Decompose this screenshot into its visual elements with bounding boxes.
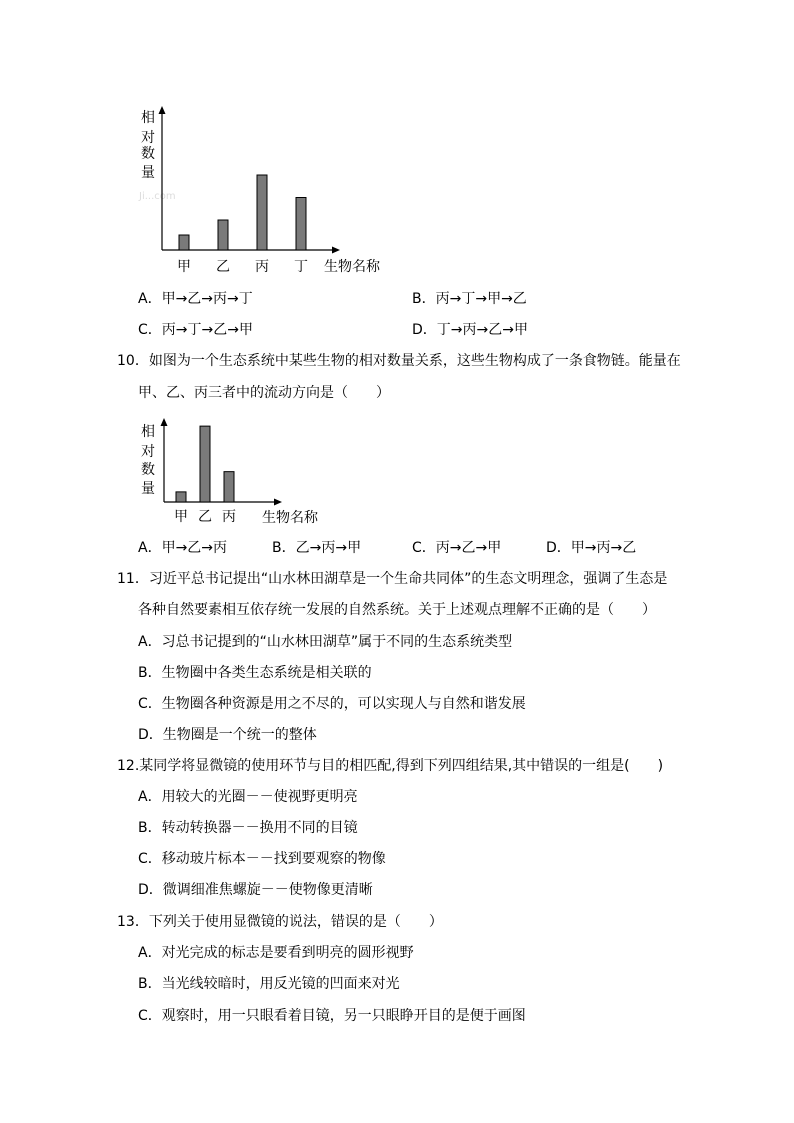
chart1-x-axis-label: 生物名称: [324, 259, 380, 275]
question-11-option-b[interactable]: B．生物圈中各类生态系统是相关联的: [138, 665, 372, 681]
question-12-stem: 12.某同学将显微镜的使用环节与目的相匹配,得到下列四组结果,其中错误的一组是( ): [117, 758, 664, 774]
bar-chart-2: [130, 410, 340, 530]
question-12-option-c[interactable]: C．移动玻片标本－－找到要观察的物像: [138, 851, 386, 867]
question-13-option-b[interactable]: B．当光线较暗时，用反光镜的凹面来对光: [138, 976, 400, 992]
question-11-stem-cont: 各种自然要素相互依存统一发展的自然系统。关于上述观点理解不正确的是（ ）: [138, 602, 656, 618]
chart1-ylabel-char: 量: [141, 165, 155, 181]
chart1-bar-4: [296, 198, 306, 251]
question-11-option-a[interactable]: A．习总书记提到的“山水林田湖草”属于不同的生态系统类型: [138, 634, 513, 650]
chart2-ylabel-char: 数: [141, 462, 155, 478]
chart1-tick-label-2: 乙: [216, 259, 230, 275]
question-12-option-a[interactable]: A．用较大的光圈－－使视野更明亮: [138, 789, 358, 805]
question-11-option-c[interactable]: C．生物圈各种资源是用之不尽的，可以实现人与自然和谐发展: [138, 696, 526, 712]
chart2-bar-3: [224, 472, 234, 502]
chart2-bar-1: [176, 492, 186, 502]
option-a[interactable]: A．甲→乙→丙→丁: [138, 291, 253, 307]
question-13-option-a[interactable]: A．对光完成的标志是要看到明亮的圆形视野: [138, 945, 414, 961]
chart2-tick-label-3: 丙: [222, 509, 236, 525]
question-11-stem: 11．习近平总书记提出“山水林田湖草是一个生命共同体”的生态文明理念，强调了生态是: [117, 571, 668, 587]
chart1-tick-label-4: 丁: [294, 259, 308, 275]
chart1-ylabel-char: 对: [141, 130, 155, 146]
question-13-stem: 13．下列关于使用显微镜的说法，错误的是（ ）: [117, 914, 443, 930]
chart1-bar-1: [179, 235, 189, 250]
question-11-option-d[interactable]: D．生物圈是一个统一的整体: [138, 727, 317, 743]
chart2-bar-2: [200, 426, 210, 502]
chart1-ylabel-char: 数: [141, 146, 155, 162]
chart2-ylabel-char: 对: [141, 444, 155, 460]
chart1-bar-2: [218, 220, 228, 250]
question-10-stem-cont: 甲、乙、丙三者中的流动方向是（ ）: [138, 385, 390, 401]
chart1-watermark: Ji...com: [139, 191, 176, 202]
chart1-ylabel-char: 相: [141, 110, 155, 126]
chart2-ylabel-char: 量: [141, 481, 155, 497]
chart2-tick-label-1: 甲: [174, 509, 188, 525]
chart1-bar-3: [257, 175, 267, 250]
question-10-option-b[interactable]: B．乙→丙→甲: [272, 540, 362, 556]
chart1-tick-label-3: 丙: [255, 259, 269, 275]
chart2-ylabel-char: 相: [141, 424, 155, 440]
chart2-y-arrow: [161, 418, 168, 426]
question-10-option-d[interactable]: D．甲→丙→乙: [546, 540, 637, 556]
question-10-option-c[interactable]: C．丙→乙→甲: [412, 540, 502, 556]
question-10-option-a[interactable]: A．甲→乙→丙: [138, 540, 228, 556]
question-12-option-d[interactable]: D．微调细准焦螺旋－－使物像更清晰: [138, 882, 373, 898]
option-c[interactable]: C．丙→丁→乙→甲: [138, 322, 253, 338]
question-13-option-c[interactable]: C．观察时，用一只眼看着目镜，另一只眼睁开目的是便于画图: [138, 1008, 526, 1024]
question-12-option-b[interactable]: B．转动转换器－－换用不同的目镜: [138, 820, 358, 836]
question-10-stem: 10．如图为一个生态系统中某些生物的相对数量关系，这些生物构成了一条食物链。能量在: [117, 353, 681, 369]
chart2-tick-label-2: 乙: [198, 509, 212, 525]
chart1-y-arrow: [159, 106, 166, 114]
bar-chart-1: [130, 100, 400, 280]
option-d[interactable]: D．丁→丙→乙→甲: [412, 322, 528, 338]
option-b[interactable]: B．丙→丁→甲→乙: [412, 291, 527, 307]
chart2-x-axis-label: 生物名称: [262, 510, 318, 526]
chart1-tick-label-1: 甲: [177, 259, 191, 275]
chart1-x-arrow: [332, 247, 340, 254]
chart2-x-arrow: [274, 499, 282, 506]
